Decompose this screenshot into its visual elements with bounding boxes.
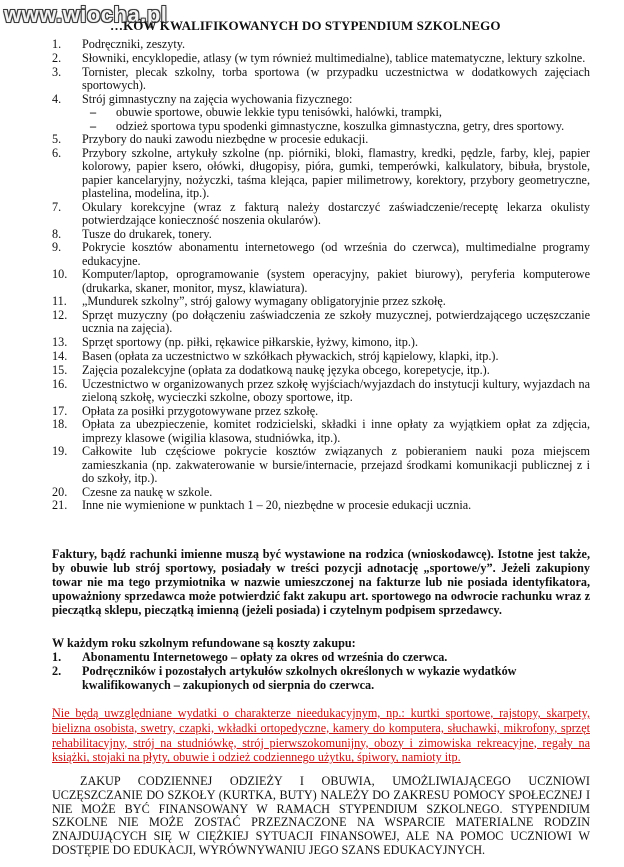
refund-text: Podręczników i pozostałych artykułów szkolnych określonych w wykazie wydatków kwalifikowanych – zakupionych od sierpnia do czerwca. [82,664,517,692]
list-item [52,378,590,404]
item-number: 20. [52,484,68,499]
item-number: 5. [52,132,62,147]
refund-list [52,650,590,692]
item-text: Sprzęt sportowy (np. piłki, rękawice piłkarskie, łyżwy, kimono, itp.). [82,335,418,350]
item-text: Inne nie wymienione w punktach 1 – 20, niezbędne w procesie edukacji ucznia. [82,498,472,513]
item-text: Tusze do drukarek, tonery. [82,226,212,241]
item-number: 9. [52,240,62,255]
item-number: 10. [52,267,68,282]
item-number: 13. [52,335,68,350]
item-text: Opłata za posiłki przygotowywane przez szkołę. [82,403,319,418]
list-item [52,147,590,200]
item-number: 17. [52,403,68,418]
dash-marker: – [90,104,97,119]
list-item [52,499,590,512]
item-number: 8. [52,226,62,241]
item-text: Zajęcia pozalekcyjne (opłata za dodatkową naukę języka obcego, korepetycje, itp.). [82,362,490,377]
item-text: Całkowite lub częściowe pokrycie kosztów związanych z pobieraniem nauki poza miejscem zamieszkania (np. zakwaterowanie w bursie/internacie, przejazd środkami komunikacji publicznej z i do szkoły, itp.). [82,444,590,485]
item-number: 15. [52,362,68,377]
list-item [52,309,590,335]
list-item [52,336,590,349]
watermark-logo: www.wiocha.pl [4,2,168,27]
refund-number: 1. [52,650,62,664]
list-item [52,445,590,485]
item-text: Uczestnictwo w organizowanych przez szkołę wyjściach/wyjazdach do instytucji kultury, wyjazdach na zieloną szkołę, wycieczki szkolne, obozy sportowe, itp. [82,376,590,404]
item-number: 2. [52,50,62,65]
item-text: Czesne za naukę w szkole. [82,484,213,499]
item-text: Pokrycie kosztów abonamentu internetowego (od września do czerwca), multimedialne programy edukacyjne. [82,240,590,268]
item-text: Okulary korekcyjne (wraz z fakturą należy dostarczyć zaświadczenie/receptę lekarza okulisty potwierdzające konieczność noszenia okularów). [82,199,590,227]
item-number: 3. [52,64,62,79]
item-number: 21. [52,498,68,513]
expense-list [52,38,590,513]
final-note: ZAKUP CODZIENNEJ ODZIEŻY I OBUWIA, UMOŻLIWIAJĄCEGO UCZNIOWI UCZĘSZCZANIE DO SZKOŁY (KURTKA, BUTY) NALEŻY DO ZAKRESU POMOCY SPOŁECZNEJ I NIE MOŻE BYĆ FINANSOWANY W RAMACH STYPENDIUM SZKOLNEGO. STYPENDIUM SZKOLNE NIE MOŻE ZOSTAĆ PRZEZNACZONE NA WSPARCIE MATERIALNE RODZIN ZNAJDUJĄCYCH SIĘ W CIĘŻKIEJ SYTUACJI FINANSOWEJ, ALE NA POMOC UCZNIOWI W DOSTĘPIE DO EDUKACJI, WYRÓWNYWANIU JEGO SZANS EDUKACYJNYCH. [52,774,590,857]
refund-number: 2. [52,664,62,678]
item-number: 11. [52,294,67,309]
item-text: Przybory do nauki zawodu niezbędne w procesie edukacji. [82,132,369,147]
item-number: 4. [52,91,62,106]
item-text: Sprzęt muzyczny (po dołączeniu zaświadczenia ze szkoły muzycznej, potwierdzającego uczęszczanie ucznia na zajęcia). [82,308,590,336]
refund-intro: W każdym roku szkolnym refundowane są koszty zakupu: [52,636,356,650]
item-number: 14. [52,348,68,363]
list-item [52,295,590,308]
item-text: Opłata za ubezpieczenie, komitet rodzicielski, składki i inne opłaty za wyjątkiem opłat za zdjęcia, imprezy klasowe (wigilia klasowa, studniówka, itp.). [82,417,590,445]
item-text: Podręczniki, zeszyty. [82,37,186,51]
sub-list [82,106,590,133]
list-item [52,268,590,294]
item-number: 1. [52,37,62,51]
refund-text: Abonamentu Internetowego – opłaty za okres od września do czerwca. [82,650,448,664]
item-text: Strój gimnastyczny na zajęcia wychowania fizycznego: [82,91,353,106]
item-number: 19. [52,444,68,459]
list-item [52,201,590,227]
item-text: Tornister, plecak szkolny, torba sportowa (w przypadku uczestnictwa w dodatkowych zajęciach sportowych). [82,64,590,92]
item-number: 16. [52,376,68,391]
item-text: „Mundurek szkolny”, strój galowy wymagany obligatoryjnie przez szkołę. [82,294,446,309]
list-item [52,228,590,241]
list-item [52,350,590,363]
list-item [52,52,590,65]
refund-item [52,650,590,664]
item-text: Basen (opłata za uczestnictwo w szkółkach pływackich, strój kąpielowy, klapki, itp.). [82,348,499,363]
dash-marker: – [90,118,97,133]
document-title: …KÓW KWALIFIKOWANYCH DO STYPENDIUM SZKOLNEGO [110,18,501,33]
invoice-note: Faktury, bądź rachunki imienne muszą być wystawione na rodzica (wnioskodawcę). Istotne jest także, by obuwie lub strój sportowy, posiadały w treści pozycji adnotację „sportowe/y”. Jeżeli zakupiony towar nie ma tego przymiotnika w nazwie umieszczonej na fakturze lub nie posiada identyfikatora, upoważniony sprzedawca może potwierdzić fakt zakupu art. sportowego na odwrocie rachunku wraz z pieczątką sklepu, pieczątką imienną (jeżeli posiada) i czytelnym podpisem sprzedawcy. [52,547,590,617]
list-item [52,486,590,499]
item-text: Przybory szkolne, artykuły szkolne (np. piórniki, bloki, flamastry, kredki, pędzle, farby, klej, papier kolorowy, papier ksero, ołówki, długopisy, pióra, gumki, temperówki, kalkulatory, bibuła, brystole, papier kancelaryjny, nożyczki, taśma klejąca, papier milimetrowy, korektory, przybory geometryczne, plastelina, modelina, itp.). [82,146,590,200]
item-text: Słowniki, encyklopedie, atlasy (w tym również multimedialne), tablice matematyczne, lektury szkolne. [82,50,586,65]
item-number: 6. [52,146,62,161]
item-number: 7. [52,199,62,214]
list-item [52,405,590,418]
sub-list-item [82,106,590,119]
item-number: 12. [52,308,68,323]
list-item [52,93,590,133]
sub-item-text: odzież sportowa typu spodenki gimnastyczne, koszulka gimnastyczna, getry, dres sportowy. [116,118,565,133]
refund-item [52,664,590,692]
list-item [52,364,590,377]
list-item [52,133,590,146]
list-item [52,418,590,444]
list-item [52,38,590,51]
item-text: Komputer/laptop, oprogramowanie (system operacyjny, pakiet biurowy), peryferia komputerowe (drukarka, skaner, monitor, mysz, klawiatura). [82,267,590,295]
item-number: 18. [52,417,68,432]
excluded-expenses-note: Nie będą uwzględniane wydatki o charakterze nieedukacyjnym, np.: kurtki sportowe, rajstopy, skarpety, bielizna osobista, swetry, czapki, wkładki ortopedyczne, kamery do komputera, słuchawki, mikrofony, sprzęt rehabilitacyjny, strój na studniówkę, strój pierwszokomunijny, obozy i zimowiska rekreacyjne, regały na książki, stojaki na płyty, obuwie i odzież codziennego użytku, śpiwory, namioty itp. [52,706,590,765]
list-item [52,241,590,267]
sub-item-text: obuwie sportowe, obuwie lekkie typu tenisówki, halówki, trampki, [116,104,442,119]
sub-list-item [82,120,590,133]
list-item [52,66,590,92]
